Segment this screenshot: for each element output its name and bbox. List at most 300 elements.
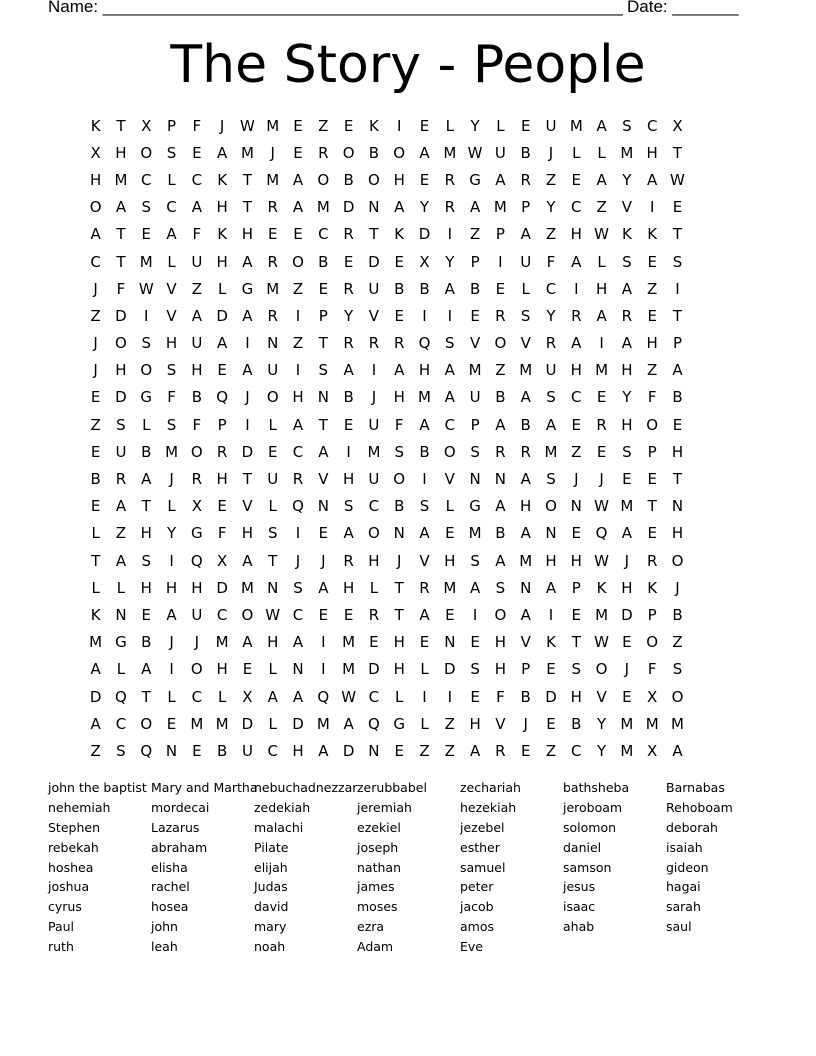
word-item: james (357, 879, 395, 895)
grid-letter: D (292, 714, 304, 733)
grid-letter: C (166, 198, 177, 217)
grid-letter: V (166, 306, 177, 325)
grid-letter: T (672, 143, 683, 162)
grid-letter: H (241, 225, 254, 244)
grid-letter: I (422, 470, 427, 489)
grid-letter: R (520, 170, 531, 189)
grid-letter: R (393, 334, 405, 353)
grid-letter: K (596, 578, 607, 597)
grid-letter: O (671, 687, 684, 706)
grid-letter: D (368, 660, 380, 679)
grid-row (83, 438, 743, 465)
grid-letter: R (343, 334, 354, 353)
grid-letter: H (241, 524, 254, 543)
grid-letter: A (596, 306, 607, 325)
grid-letter: L (116, 660, 126, 679)
grid-letter: M (544, 442, 558, 461)
grid-letter: W (594, 633, 609, 652)
grid-letter: H (342, 470, 355, 489)
grid-letter: S (546, 470, 556, 489)
grid-letter: D (241, 714, 254, 733)
grid-letter: E (571, 605, 582, 624)
grid-letter: E (217, 497, 227, 516)
grid-letter: M (342, 660, 356, 679)
grid-row (83, 139, 743, 166)
grid-letter: Q (595, 524, 608, 543)
grid-letter: R (343, 279, 354, 298)
word-column (357, 778, 460, 957)
grid-letter: E (293, 143, 303, 162)
grid-letter: A (242, 551, 253, 570)
grid-letter: P (495, 225, 505, 244)
grid-letter: B (571, 714, 582, 733)
date-field[interactable]: Date: _______ (627, 0, 739, 16)
grid-letter: E (622, 470, 632, 489)
word-item: mordecai (151, 799, 210, 815)
grid-letter: L (91, 578, 100, 597)
word-item: Eve (460, 939, 483, 955)
word-item: peter (460, 879, 494, 895)
grid-letter: M (165, 442, 179, 461)
grid-letter: E (647, 252, 657, 271)
word-item: hezekiah (460, 799, 517, 815)
grid-letter: I (447, 225, 453, 244)
grid-letter: E (192, 143, 202, 162)
grid-letter: H (646, 334, 658, 353)
grid-letter: P (217, 415, 227, 434)
grid-letter: H (368, 551, 380, 570)
grid-letter: T (91, 551, 101, 570)
grid-letter: C (191, 687, 203, 706)
grid-row (83, 411, 743, 438)
grid-letter: N (545, 524, 557, 543)
grid-letter: L (116, 578, 126, 597)
grid-letter: O (140, 714, 153, 733)
grid-letter: U (267, 470, 279, 489)
page-title: The Story - People (170, 35, 646, 95)
word-item: ruth (48, 939, 74, 955)
grid-letter: L (268, 660, 277, 679)
word-item: isaiah (666, 839, 703, 855)
grid-letter: H (494, 660, 507, 679)
grid-letter: H (216, 252, 228, 271)
grid-letter: M (519, 551, 533, 570)
word-item: Stephen (48, 819, 100, 835)
word-item: Lazarus (151, 819, 200, 835)
grid-letter: M (620, 714, 634, 733)
grid-letter: S (546, 388, 556, 407)
grid-letter: D (545, 687, 557, 706)
grid-letter: A (292, 687, 304, 706)
grid-letter: J (371, 388, 377, 407)
grid-letter: V (318, 470, 329, 489)
grid-letter: U (520, 252, 532, 271)
grid-letter: C (90, 252, 101, 271)
word-item: solomon (563, 819, 617, 835)
grid-letter: J (321, 551, 326, 570)
grid-letter: C (115, 714, 127, 733)
word-item: hagai (666, 879, 701, 895)
grid-letter: S (394, 442, 404, 461)
grid-letter: S (141, 551, 151, 570)
grid-letter: C (368, 687, 380, 706)
grid-letter: K (394, 225, 405, 244)
word-column (460, 778, 563, 957)
grid-row (83, 710, 743, 737)
grid-letter: I (321, 660, 326, 679)
grid-letter: W (670, 170, 685, 189)
grid-letter: A (520, 470, 531, 489)
word-item: esther (460, 839, 500, 855)
grid-letter: J (194, 633, 200, 652)
grid-letter: E (90, 388, 101, 407)
grid-letter: L (597, 143, 606, 162)
grid-letter: H (570, 551, 582, 570)
word-item: gideon (666, 859, 709, 875)
grid-letter: S (166, 143, 177, 162)
grid-letter: E (672, 198, 683, 217)
word-item: Barnabas (666, 780, 725, 795)
word-column (254, 778, 357, 957)
grid-letter: N (292, 660, 304, 679)
grid-letter: L (268, 714, 277, 733)
grid-letter: I (447, 687, 453, 706)
word-item: Adam (357, 939, 394, 955)
word-item: elisha (151, 859, 188, 875)
grid-letter: M (266, 279, 280, 298)
grid-row (83, 357, 743, 384)
grid-letter: H (418, 361, 431, 380)
grid-letter: U (368, 470, 380, 489)
grid-letter: G (469, 170, 481, 189)
grid-letter: M (519, 361, 533, 380)
grid-letter: W (265, 605, 281, 624)
grid-letter: N (469, 470, 481, 489)
grid-row (83, 547, 743, 574)
grid-letter: Q (115, 687, 127, 706)
grid-letter: S (470, 551, 480, 570)
grid-letter: M (266, 116, 280, 135)
grid-letter: R (444, 170, 456, 189)
grid-letter: K (217, 170, 228, 189)
grid-letter: G (393, 714, 406, 733)
word-item: jeremiah (357, 799, 412, 815)
word-item: joseph (357, 839, 399, 855)
grid-letter: C (191, 170, 203, 189)
grid-letter: B (495, 524, 506, 543)
grid-letter: L (268, 497, 277, 516)
grid-letter: N (368, 198, 380, 217)
grid-letter: U (115, 442, 127, 461)
grid-letter: V (495, 714, 506, 733)
word-item: hosea (151, 899, 189, 915)
grid-letter: Y (546, 198, 556, 217)
grid-letter: E (293, 116, 303, 135)
word-item: nebuchadnezzar (254, 780, 358, 795)
grid-letter: E (571, 524, 582, 543)
grid-letter: A (672, 741, 683, 760)
grid-letter: B (141, 442, 152, 461)
grid-letter: W (594, 225, 609, 244)
grid-letter: E (267, 442, 278, 461)
grid-letter: O (494, 605, 507, 624)
grid-letter: F (217, 524, 227, 543)
grid-letter: H (115, 143, 127, 162)
grid-letter: H (165, 578, 178, 597)
grid-row (83, 465, 743, 492)
grid-letter: N (570, 497, 582, 516)
grid-letter: H (292, 388, 304, 407)
grid-letter: E (267, 225, 278, 244)
grid-letter: O (241, 605, 254, 624)
grid-letter: J (675, 578, 680, 597)
grid-letter: I (371, 361, 377, 380)
grid-letter: L (369, 578, 379, 597)
grid-row (83, 629, 743, 656)
grid-letter: H (267, 633, 279, 652)
grid-letter: A (444, 388, 455, 407)
grid-letter: P (167, 116, 177, 135)
grid-letter: Z (90, 415, 101, 434)
grid-letter: Z (571, 442, 582, 461)
grid-letter: V (368, 306, 380, 325)
grid-letter: D (368, 252, 380, 271)
grid-letter: D (621, 605, 633, 624)
grid-letter: S (116, 415, 126, 434)
grid-letter: I (346, 442, 351, 461)
grid-letter: B (368, 143, 380, 162)
grid-row (83, 384, 743, 411)
word-item: jezebel (460, 819, 505, 835)
word-column (151, 778, 258, 957)
grid-letter: V (520, 334, 531, 353)
grid-letter: L (521, 279, 530, 298)
grid-letter: Z (444, 741, 455, 760)
grid-letter: A (672, 361, 683, 380)
word-item: Mary and Martha (151, 780, 258, 795)
grid-letter: N (115, 605, 127, 624)
grid-letter: H (469, 714, 481, 733)
grid-row (83, 221, 743, 248)
grid-letter: Y (597, 714, 607, 733)
grid-letter: U (368, 415, 380, 434)
grid-letter: X (242, 687, 253, 706)
grid-letter: Z (647, 279, 658, 298)
grid-letter: Q (190, 551, 203, 570)
grid-letter: E (90, 442, 101, 461)
grid-letter: R (545, 334, 557, 353)
grid-letter: I (675, 279, 680, 298)
grid-letter: U (368, 279, 380, 298)
grid-letter: K (217, 225, 228, 244)
grid-letter: M (114, 170, 128, 189)
grid-letter: E (647, 306, 657, 325)
word-item: zerubbabel (357, 780, 427, 795)
grid-letter: Q (368, 714, 380, 733)
grid-letter: E (419, 170, 430, 189)
name-field[interactable]: Name: _______________________________________________________ (48, 0, 623, 16)
grid-letter: E (571, 415, 582, 434)
grid-letter: S (293, 578, 303, 597)
grid-letter: H (621, 361, 633, 380)
grid-letter: X (191, 497, 202, 516)
grid-letter: O (671, 551, 684, 570)
grid-letter: N (671, 497, 684, 516)
grid-letter: A (166, 225, 177, 244)
grid-letter: D (115, 388, 127, 407)
word-column (48, 778, 151, 957)
grid-letter: S (343, 497, 354, 516)
grid-letter: O (368, 524, 380, 543)
grid-letter: O (317, 170, 330, 189)
grid-letter: D (342, 741, 355, 760)
grid-letter: H (191, 578, 203, 597)
grid-letter: S (622, 116, 632, 135)
grid-letter: M (139, 252, 153, 271)
grid-letter: C (571, 388, 582, 407)
grid-letter: T (318, 415, 328, 434)
grid-letter: A (444, 361, 455, 380)
grid-letter: K (621, 225, 632, 244)
grid-letter: Z (191, 279, 202, 298)
grid-letter: M (240, 143, 254, 162)
grid-letter: F (192, 116, 202, 135)
grid-letter: H (570, 225, 582, 244)
grid-letter: J (548, 143, 554, 162)
grid-letter: T (242, 198, 253, 217)
grid-letter: E (672, 415, 683, 434)
word-item: rachel (151, 879, 190, 895)
grid-letter: R (621, 306, 633, 325)
grid-letter: O (494, 334, 507, 353)
grid-letter: F (192, 415, 202, 434)
grid-letter: C (545, 279, 557, 298)
grid-letter: J (93, 334, 98, 353)
grid-letter: A (394, 198, 405, 217)
grid-letter: P (470, 415, 480, 434)
grid-letter: C (368, 497, 380, 516)
grid-letter: H (545, 551, 557, 570)
grid-letter: N (520, 578, 532, 597)
grid-letter: B (216, 741, 228, 760)
grid-letter: K (647, 225, 658, 244)
grid-letter: E (445, 524, 455, 543)
grid-letter: J (574, 470, 579, 489)
grid-letter: R (343, 225, 354, 244)
grid-letter: A (571, 252, 582, 271)
grid-letter: Z (90, 306, 101, 325)
grid-letter: Z (469, 225, 481, 244)
grid-letter: E (343, 415, 354, 434)
grid-letter: D (89, 687, 102, 706)
grid-letter: S (141, 198, 151, 217)
grid-letter: N (393, 524, 405, 543)
grid-letter: G (140, 388, 153, 407)
grid-letter: E (242, 660, 253, 679)
grid-letter: R (343, 551, 354, 570)
grid-letter: L (91, 524, 100, 543)
grid-letter: H (191, 361, 203, 380)
word-item: zedekiah (254, 799, 311, 815)
grid-letter: R (495, 741, 506, 760)
grid-letter: O (115, 334, 127, 353)
grid-letter: Y (344, 306, 354, 325)
grid-letter: M (468, 361, 482, 380)
grid-letter: A (191, 198, 202, 217)
grid-letter: M (215, 714, 229, 733)
grid-letter: S (672, 660, 683, 679)
grid-letter: J (169, 470, 174, 489)
grid-letter: H (140, 578, 152, 597)
grid-letter: F (647, 388, 657, 407)
grid-letter: R (646, 551, 658, 570)
grid-letter: J (624, 551, 630, 570)
grid-letter: H (393, 388, 405, 407)
grid-row (83, 737, 743, 764)
grid-letter: A (115, 551, 127, 570)
grid-letter: E (217, 361, 227, 380)
grid-letter: S (116, 741, 126, 760)
grid-letter: Z (444, 714, 455, 733)
grid-letter: L (445, 116, 454, 135)
word-item: hoshea (48, 859, 94, 875)
grid-letter: Q (216, 388, 229, 407)
grid-letter: I (447, 306, 453, 325)
grid-letter: M (418, 388, 431, 407)
grid-row (83, 574, 743, 601)
grid-letter: E (166, 714, 177, 733)
grid-letter: Q (140, 741, 153, 760)
grid-letter: H (292, 741, 304, 760)
grid-letter: N (444, 633, 456, 652)
grid-letter: I (422, 306, 427, 325)
grid-letter: T (141, 687, 151, 706)
word-column (666, 778, 769, 937)
word-item: Rehoboam (666, 799, 733, 815)
grid-letter: E (192, 741, 202, 760)
grid-letter: O (393, 470, 406, 489)
grid-letter: T (672, 225, 683, 244)
grid-letter: N (165, 741, 178, 760)
grid-letter: I (599, 334, 604, 353)
grid-letter: H (140, 524, 152, 543)
grid-letter: A (495, 415, 506, 434)
grid-letter: M (620, 497, 634, 516)
grid-letter: L (217, 687, 227, 706)
grid-letter: X (141, 116, 152, 135)
grid-letter: O (190, 660, 203, 679)
grid-letter: V (621, 198, 633, 217)
grid-letter: H (595, 279, 608, 298)
grid-letter: A (545, 415, 557, 434)
grid-letter: A (242, 633, 253, 652)
grid-letter: I (245, 415, 250, 434)
grid-letter: A (343, 524, 354, 543)
grid-letter: O (292, 252, 304, 271)
grid-letter: A (596, 116, 607, 135)
grid-letter: A (621, 334, 633, 353)
grid-letter: Z (115, 524, 127, 543)
grid-letter: Q (292, 497, 304, 516)
word-item: jeroboam (563, 799, 623, 815)
grid-letter: F (116, 279, 126, 298)
word-item: moses (357, 899, 398, 915)
grid-letter: A (621, 524, 633, 543)
grid-letter: O (190, 442, 203, 461)
word-item: Paul (48, 919, 75, 935)
grid-letter: M (443, 578, 457, 597)
grid-letter: S (470, 660, 480, 679)
